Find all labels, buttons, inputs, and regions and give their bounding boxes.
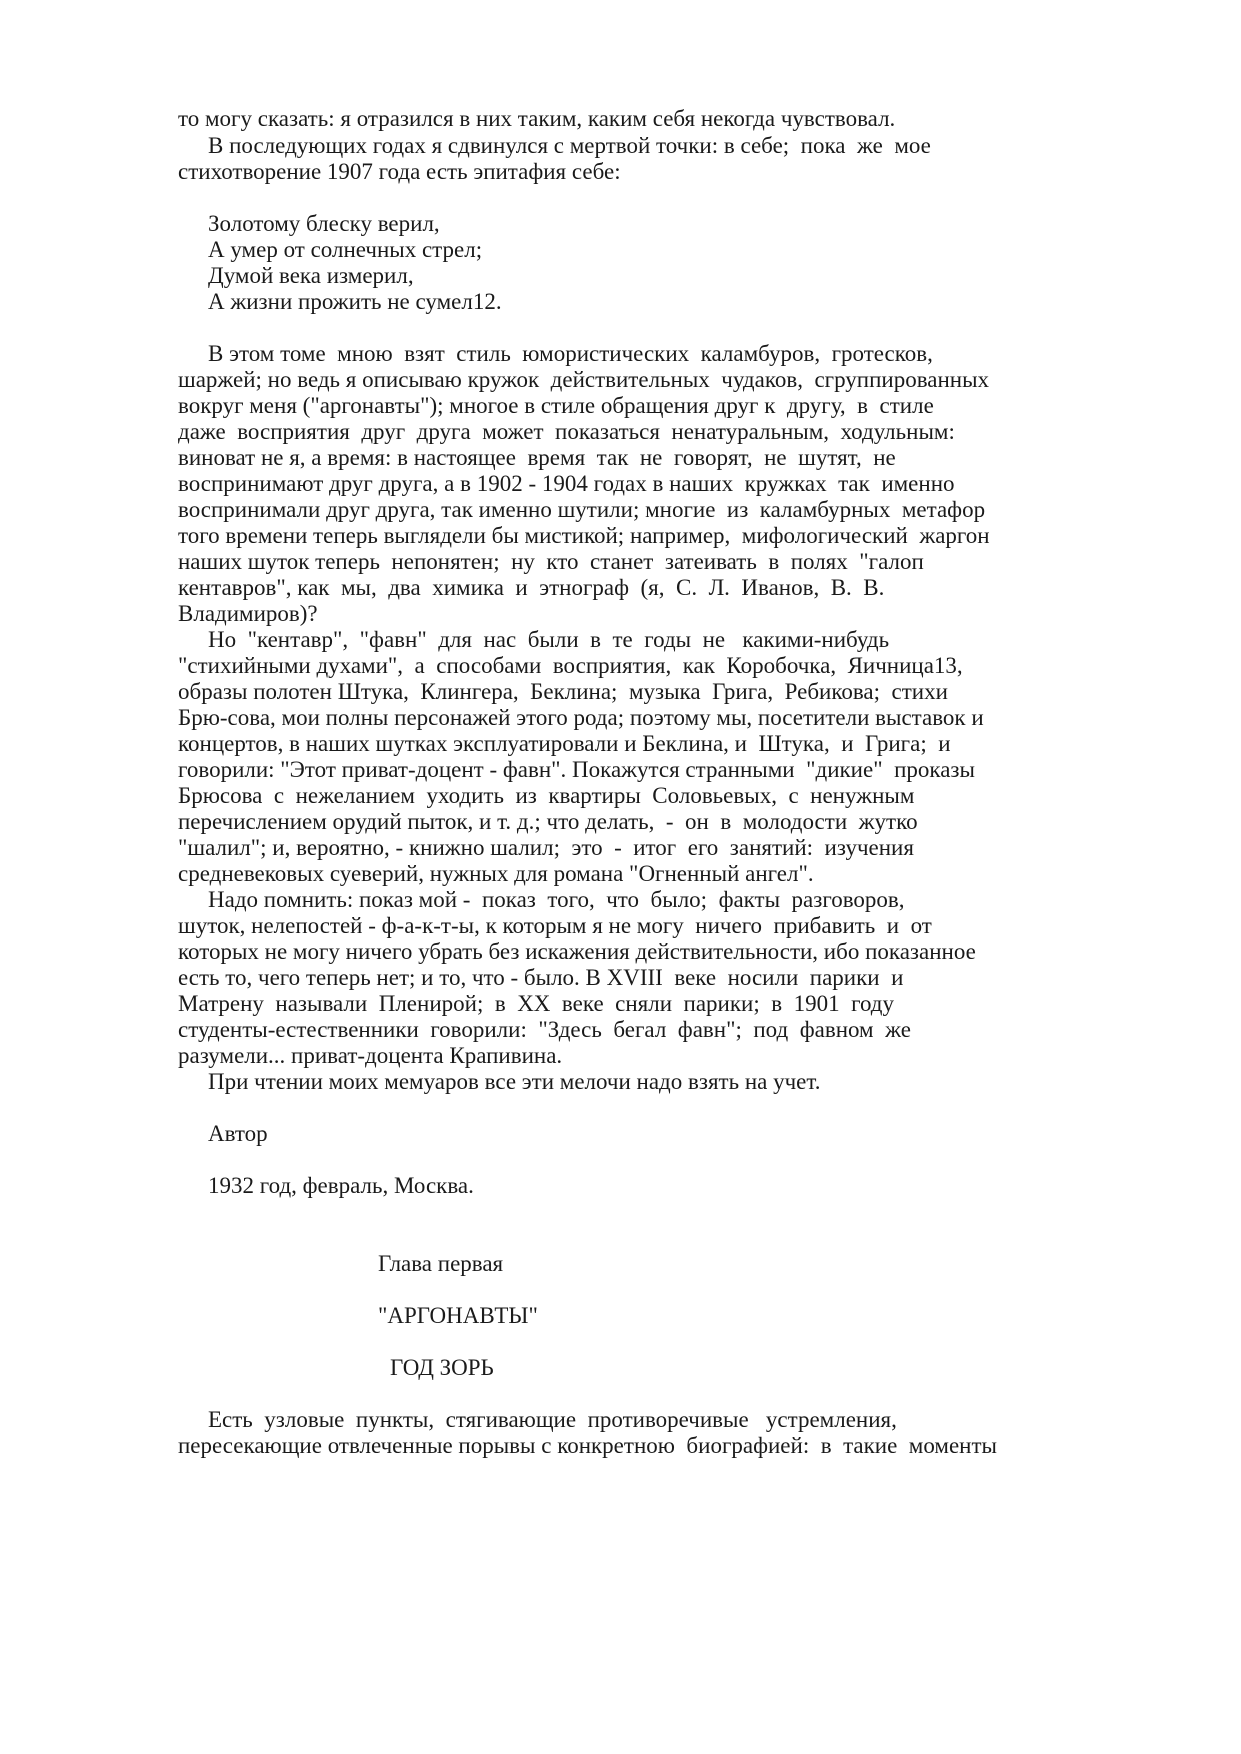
poem-line: Золотому блеску верил,: [208, 211, 440, 236]
text-line: Владимиров)?: [178, 601, 318, 626]
text-line: то могу сказать: я отразился в них таким, каким себя некогда чувствовал.: [178, 106, 896, 131]
text-line: Матрену называли Пленирой; в XX веке сняли парики; в 1901 году: [178, 991, 894, 1016]
text-line: есть то, чего теперь нет; и то, что - было. В XVIII веке носили парики и: [178, 965, 904, 990]
text-line: студенты-естественники говорили: "Здесь бегал фавн"; под фавном же: [178, 1017, 911, 1042]
text-line: того времени теперь выглядели бы мистикой; например, мифологический жаргон: [178, 523, 990, 548]
text-line: В этом томе мною взят стиль юмористических каламбуров, гротесков,: [208, 341, 933, 366]
text-line: шуток, нелепостей - ф-а-к-т-ы, к которым я не могу ничего прибавить и от: [178, 913, 932, 938]
text-line: "стихийными духами", а способами восприятия, как Коробочка, Яичница13,: [178, 653, 963, 678]
text-line: Есть узловые пункты, стягивающие противоречивые устремления,: [208, 1407, 897, 1432]
text-line: Брюсова с нежеланием уходить из квартиры Соловьевых, с ненужным: [178, 783, 915, 808]
text-line: концертов, в наших шутках эксплуатировали и Беклина, и Штука, и Грига; и: [178, 731, 951, 756]
text-line: воспринимают друг друга, а в 1902 - 1904 годах в наших кружках так именно: [178, 471, 955, 496]
text-line: Надо помнить: показ мой - показ того, что было; факты разговоров,: [208, 887, 905, 912]
text-line: наших шуток теперь непонятен; ну кто станет затеивать в полях "галоп: [178, 549, 924, 574]
text-line: Брю-сова, мои полны персонажей этого рода; поэтому мы, посетители выставок и: [178, 705, 984, 730]
chapter-title: "АРГОНАВТЫ": [378, 1303, 538, 1328]
text-line: вокруг меня ("аргонавты"); многое в стиле обращения друг к другу, в стиле: [178, 393, 934, 418]
text-line: средневековых суеверий, нужных для романа "Огненный ангел".: [178, 861, 814, 886]
text-line: стихотворение 1907 года есть эпитафия себе:: [178, 159, 621, 184]
poem-line: Думой века измерил,: [208, 263, 414, 288]
text-line: "шалил"; и, вероятно, - книжно шалил; это - итог его занятий: изучения: [178, 835, 914, 860]
text-line: перечислением орудий пыток, и т. д.; что делать, - он в молодости жутко: [178, 809, 918, 834]
text-line: воспринимали друг друга, так именно шутили; многие из каламбурных метафор: [178, 497, 986, 522]
poem-line: А жизни прожить не сумел12.: [208, 289, 502, 314]
text-line: которых не могу ничего убрать без искажения действительности, ибо показанное: [178, 939, 976, 964]
poem-line: А умер от солнечных стрел;: [208, 237, 483, 262]
text-line: виноват не я, а время: в настоящее время так не говорят, не шутят, не: [178, 445, 896, 470]
author-signature: Автор: [208, 1121, 268, 1146]
text-line: образы полотен Штука, Клингера, Беклина; музыка Грига, Ребикова; стихи: [178, 679, 948, 704]
section-title: ГОД ЗОРЬ: [390, 1355, 494, 1380]
text-line: При чтении моих мемуаров все эти мелочи надо взять на учет.: [208, 1069, 821, 1094]
text-line: даже восприятия друг друга может показаться ненатуральным, ходульным:: [178, 419, 955, 444]
text-line: пересекающие отвлеченные порывы с конкретною биографией: в такие моменты: [178, 1433, 997, 1458]
text-line: В последующих годах я сдвинулся с мертвой точки: в себе; пока же мое: [208, 133, 931, 158]
text-line: разумели... приват-доцента Крапивина.: [178, 1043, 563, 1068]
chapter-label: Глава первая: [378, 1251, 504, 1276]
dateline: 1932 год, февраль, Москва.: [208, 1173, 474, 1198]
text-line: шаржей; но ведь я описываю кружок действительных чудаков, сгруппированных: [178, 367, 990, 392]
text-line: говорили: "Этот приват-доцент - фавн". Покажутся странными "дикие" проказы: [178, 757, 975, 782]
text-line: Но "кентавр", "фавн" для нас были в те годы не какими-нибудь: [208, 627, 890, 652]
text-line: кентавров", как мы, два химика и этнограф (я, С. Л. Иванов, В. В.: [178, 575, 885, 600]
